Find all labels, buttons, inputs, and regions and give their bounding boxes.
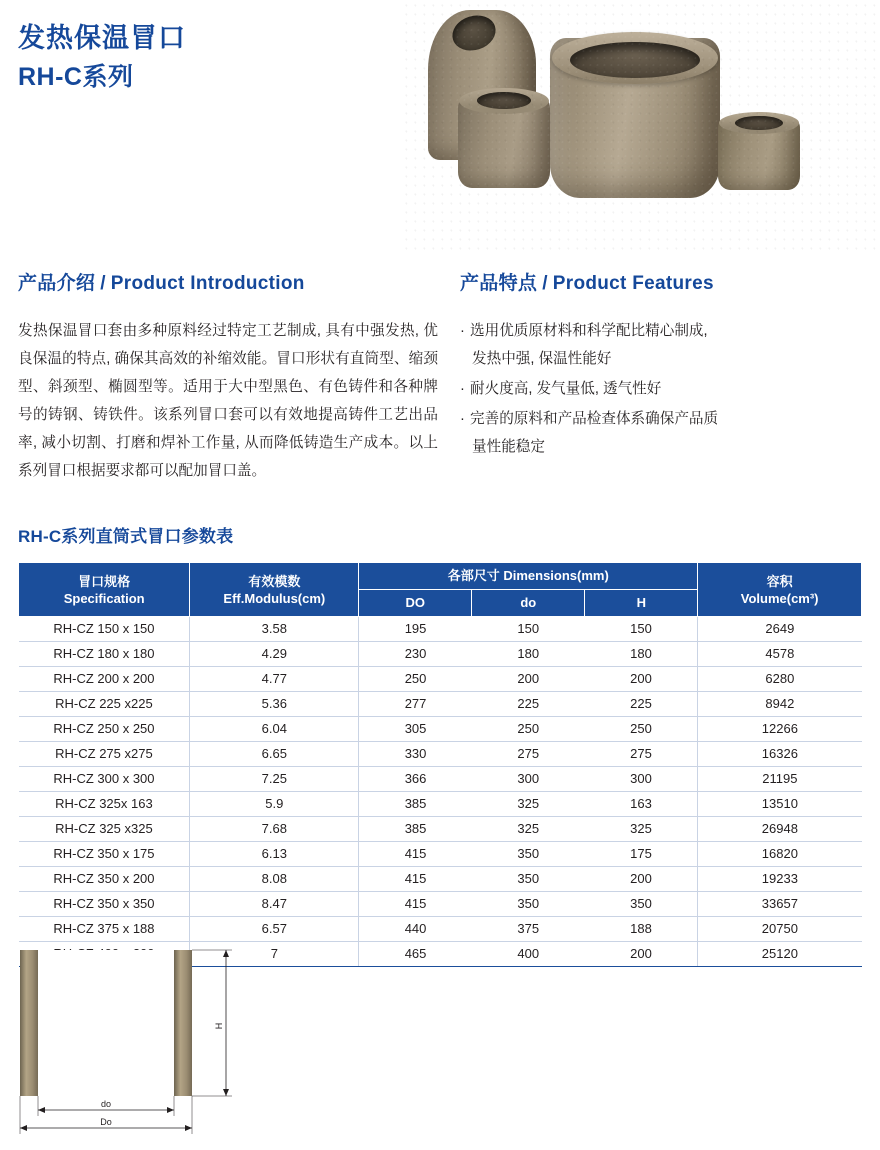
spec-table-head: [19, 563, 862, 617]
cell-DO: 415: [359, 892, 472, 917]
cell-DO: 415: [359, 842, 472, 867]
cell-H: 150: [585, 617, 698, 642]
table-row: [19, 667, 862, 692]
cell-volume: 2649: [698, 617, 862, 642]
cell-do: 325: [472, 792, 585, 817]
title-block: [18, 18, 186, 96]
dim-arrow-Do-left: [20, 1125, 27, 1131]
cell-modulus: 6.04: [190, 717, 359, 742]
table-row: [19, 892, 862, 917]
cell-specification: RH-CZ 180 x 180: [19, 642, 190, 667]
cell-H: 300: [585, 767, 698, 792]
cell-DO: 330: [359, 742, 472, 767]
cell-H: 175: [585, 842, 698, 867]
cell-volume: 12266: [698, 717, 862, 742]
table-row: [19, 817, 862, 842]
cell-DO: 250: [359, 667, 472, 692]
cell-do: 400: [472, 942, 585, 967]
dim-arrow-h-top: [223, 950, 229, 957]
col-header-do: do: [472, 590, 585, 617]
cell-modulus: 6.13: [190, 842, 359, 867]
cell-volume: 16820: [698, 842, 862, 867]
cell-do: 350: [472, 867, 585, 892]
cell-DO: 195: [359, 617, 472, 642]
col-header-modulus: [190, 563, 359, 617]
cell-volume: 21195: [698, 767, 862, 792]
col-header-H: H: [585, 590, 698, 617]
cell-modulus: 7: [190, 942, 359, 967]
product-introduction-heading: [18, 268, 438, 295]
cell-modulus: 4.77: [190, 667, 359, 692]
list-item: [460, 317, 864, 373]
product-introduction-paragraph: 发热保温冒口套由多种原料经过特定工艺制成, 具有中强发热, 优良保温的特点, 确保其高效的补缩效能。冒口形状有直筒型、缩颈型、斜颈型、椭圆型等。适用于大中型黑色、有色铸件和各种牌号的铸钢、铸铁件。该系列冒口套可以有效地提高铸件工艺出品率, 减小切割、打磨和焊补工作量, 从而降低铸造生产成本。以上系列冒口根据要求都可以配加冒口盖。: [18, 323, 438, 479]
cell-H: 275: [585, 742, 698, 767]
cell-H: 200: [585, 667, 698, 692]
drawing-wall-left: [20, 950, 38, 1096]
cell-DO: 277: [359, 692, 472, 717]
dim-arrow-Do-right: [185, 1125, 192, 1131]
cell-specification: RH-CZ 150 x 150: [19, 617, 190, 642]
cell-specification: RH-CZ 300 x 300: [19, 767, 190, 792]
drawing-sleeve-bore: [38, 950, 174, 1096]
cell-volume: 20750: [698, 917, 862, 942]
col-header-modulus-cn: 有效模数: [248, 573, 301, 589]
dim-label-h: H: [214, 1022, 224, 1030]
cell-modulus: 8.47: [190, 892, 359, 917]
dim-label-Do: Do: [100, 1117, 112, 1127]
cell-volume: 6280: [698, 667, 862, 692]
cell-DO: 366: [359, 767, 472, 792]
cell-do: 225: [472, 692, 585, 717]
cell-H: 180: [585, 642, 698, 667]
cell-do: 250: [472, 717, 585, 742]
cell-volume: 25120: [698, 942, 862, 967]
cell-do: 275: [472, 742, 585, 767]
feature-text-line1: 选用优质原材料和科学配比精心制成,: [470, 323, 708, 339]
feature-text-line2: 发热中强, 保温性能好: [472, 351, 612, 367]
cell-modulus: 6.57: [190, 917, 359, 942]
table-row: [19, 717, 862, 742]
page-title-cn: 发热保温冒口: [18, 23, 186, 53]
col-header-specification-cn: 冒口规格: [78, 573, 131, 589]
table-row: [19, 692, 862, 717]
riser-sleeve-small-bore: [735, 116, 783, 130]
cell-do: 350: [472, 892, 585, 917]
list-item: [460, 405, 864, 461]
cell-specification: RH-CZ 325x 163: [19, 792, 190, 817]
cell-DO: 440: [359, 917, 472, 942]
table-row: [19, 842, 862, 867]
cell-modulus: 5.36: [190, 692, 359, 717]
cell-do: 300: [472, 767, 585, 792]
cell-specification: RH-CZ 275 x275: [19, 742, 190, 767]
cell-H: 350: [585, 892, 698, 917]
cell-H: 200: [585, 867, 698, 892]
cell-volume: 33657: [698, 892, 862, 917]
dim-arrow-do-left: [38, 1107, 45, 1113]
heading-separator: /: [542, 273, 548, 294]
product-features-heading-cn: 产品特点: [460, 273, 538, 294]
riser-sleeve-large-bore: [570, 42, 700, 78]
riser-sleeve-medium-bore: [477, 92, 531, 109]
col-header-volume-en: Volume(cm³): [740, 590, 819, 606]
spec-table-title: RH-C系列直筒式冒口参数表: [18, 527, 234, 546]
cell-specification: RH-CZ 375 x 188: [19, 917, 190, 942]
col-header-specification-en: Specification: [63, 590, 145, 606]
technical-drawing: [18, 944, 258, 1136]
cell-modulus: 7.25: [190, 767, 359, 792]
cell-volume: 4578: [698, 642, 862, 667]
cell-DO: 385: [359, 817, 472, 842]
cell-H: 250: [585, 717, 698, 742]
page-title-series: RH-C系列: [18, 63, 134, 91]
product-introduction-section: [18, 268, 438, 485]
spec-table-body: [19, 617, 862, 967]
table-header-row-1: [19, 563, 862, 590]
cell-specification: RH-CZ 250 x 250: [19, 717, 190, 742]
spec-table: [18, 562, 862, 967]
dim-label-do: do: [100, 1099, 112, 1109]
product-features-heading-en: Product Features: [552, 273, 714, 294]
cell-volume: 19233: [698, 867, 862, 892]
page-header: [0, 0, 880, 255]
cell-DO: 385: [359, 792, 472, 817]
cell-H: 200: [585, 942, 698, 967]
cell-modulus: 6.65: [190, 742, 359, 767]
feature-text-line1: 完善的原料和产品检查体系确保产品质: [470, 411, 719, 427]
cell-volume: 13510: [698, 792, 862, 817]
cell-volume: 16326: [698, 742, 862, 767]
product-features-section: [460, 268, 864, 463]
cell-do: 375: [472, 917, 585, 942]
bullet-dot: ·: [460, 411, 465, 427]
col-header-volume-cn: 容积: [766, 573, 793, 589]
col-header-modulus-en: Eff.Modulus(cm): [223, 590, 326, 606]
cell-volume: 8942: [698, 692, 862, 717]
cell-volume: 26948: [698, 817, 862, 842]
cell-do: 325: [472, 817, 585, 842]
cell-modulus: 7.68: [190, 817, 359, 842]
table-row: [19, 867, 862, 892]
product-introduction-heading-en: Product Introduction: [110, 273, 305, 294]
cell-do: 180: [472, 642, 585, 667]
bullet-dot: ·: [460, 323, 465, 339]
dim-arrow-h-bottom: [223, 1089, 229, 1096]
cell-modulus: 3.58: [190, 617, 359, 642]
cell-specification: RH-CZ 325 x325: [19, 817, 190, 842]
cell-DO: 465: [359, 942, 472, 967]
cell-modulus: 8.08: [190, 867, 359, 892]
cell-specification: RH-CZ 200 x 200: [19, 667, 190, 692]
product-features-list: [460, 317, 864, 461]
cell-DO: 305: [359, 717, 472, 742]
product-photo: [400, 0, 880, 250]
heading-separator: /: [100, 273, 106, 294]
cell-modulus: 4.29: [190, 642, 359, 667]
feature-text-line1: 耐火度高, 发气量低, 透气性好: [470, 381, 662, 397]
table-row: [19, 642, 862, 667]
cell-specification: RH-CZ 350 x 175: [19, 842, 190, 867]
cell-do: 350: [472, 842, 585, 867]
col-header-volume: [698, 563, 862, 617]
cell-specification: RH-CZ 225 x225: [19, 692, 190, 717]
cell-DO: 230: [359, 642, 472, 667]
cell-specification: RH-CZ 350 x 350: [19, 892, 190, 917]
table-row: [19, 617, 862, 642]
feature-text-line2: 量性能稳定: [472, 439, 545, 455]
technical-drawing-svg: [18, 944, 258, 1136]
cell-H: 325: [585, 817, 698, 842]
product-features-heading: [460, 268, 864, 295]
col-header-dimensions-group: 各部尺寸 Dimensions(mm): [359, 563, 698, 590]
bullet-dot: ·: [460, 381, 465, 397]
list-item: [460, 375, 864, 403]
table-row: [19, 917, 862, 942]
col-header-DO: DO: [359, 590, 472, 617]
table-row: [19, 792, 862, 817]
cell-modulus: 5.9: [190, 792, 359, 817]
table-row: [19, 767, 862, 792]
table-row: [19, 742, 862, 767]
dim-arrow-do-right: [167, 1107, 174, 1113]
cell-do: 200: [472, 667, 585, 692]
product-introduction-heading-cn: 产品介绍: [18, 273, 96, 294]
cell-specification: RH-CZ 350 x 200: [19, 867, 190, 892]
cell-do: 150: [472, 617, 585, 642]
cell-H: 163: [585, 792, 698, 817]
cell-H: 225: [585, 692, 698, 717]
drawing-wall-right: [174, 950, 192, 1096]
col-header-specification: [19, 563, 190, 617]
cell-DO: 415: [359, 867, 472, 892]
cell-H: 188: [585, 917, 698, 942]
